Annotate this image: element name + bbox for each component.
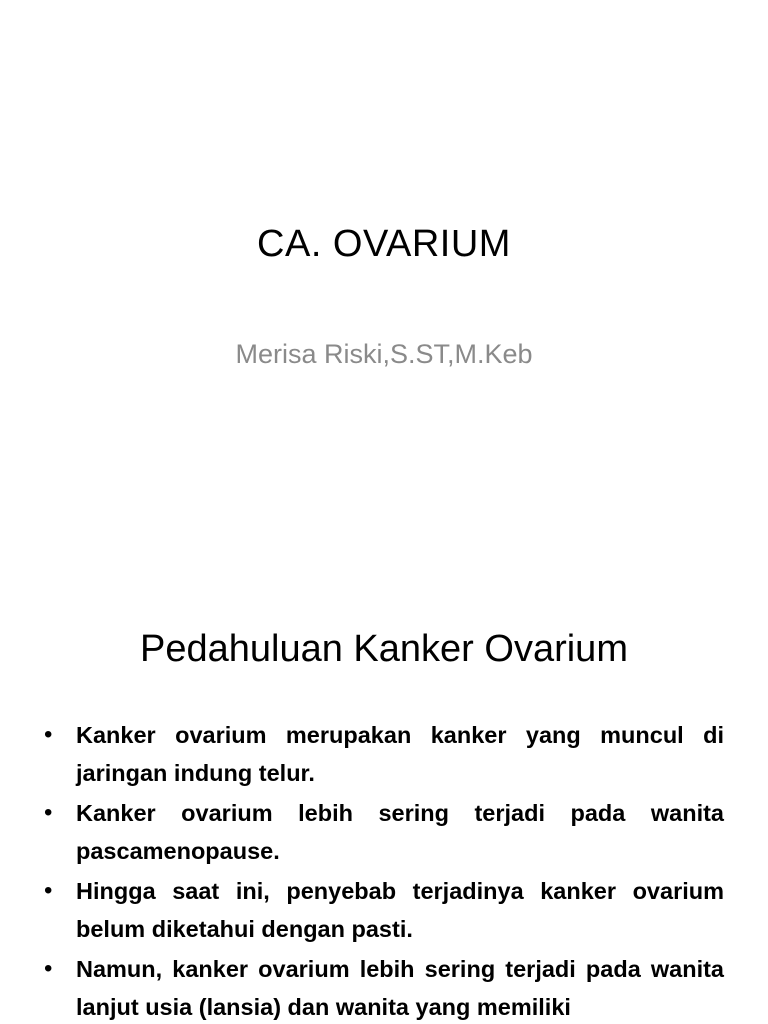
bullet-text: Namun, kanker ovarium lebih sering terjadi pada wanita lanjut usia (lansia) dan wanita yang memiliki <box>76 956 724 1020</box>
slide-subtitle: Merisa Riski,S.ST,M.Keb <box>235 339 533 369</box>
bullet-icon: • <box>44 799 53 826</box>
bullet-list <box>40 716 724 1024</box>
content-slide <box>0 576 768 1024</box>
bullet-item <box>40 716 724 792</box>
bullet-item <box>40 872 724 948</box>
bullet-text: Kanker ovarium lebih sering terjadi pada wanita pascamenopause. <box>76 800 724 864</box>
bullet-icon: • <box>44 721 53 748</box>
bullet-item <box>40 794 724 870</box>
bullet-text: Kanker ovarium merupakan kanker yang muncul di jaringan indung telur. <box>76 722 724 786</box>
bullet-text: Hingga saat ini, penyebab terjadinya kanker ovarium belum diketahui dengan pasti. <box>76 878 724 942</box>
slide-title: CA. OVARIUM <box>257 223 511 265</box>
bullet-icon: • <box>44 877 53 904</box>
content-slide-heading: Pedahuluan Kanker Ovarium <box>140 628 628 670</box>
bullet-icon: • <box>44 955 53 982</box>
bullet-item <box>40 950 724 1024</box>
